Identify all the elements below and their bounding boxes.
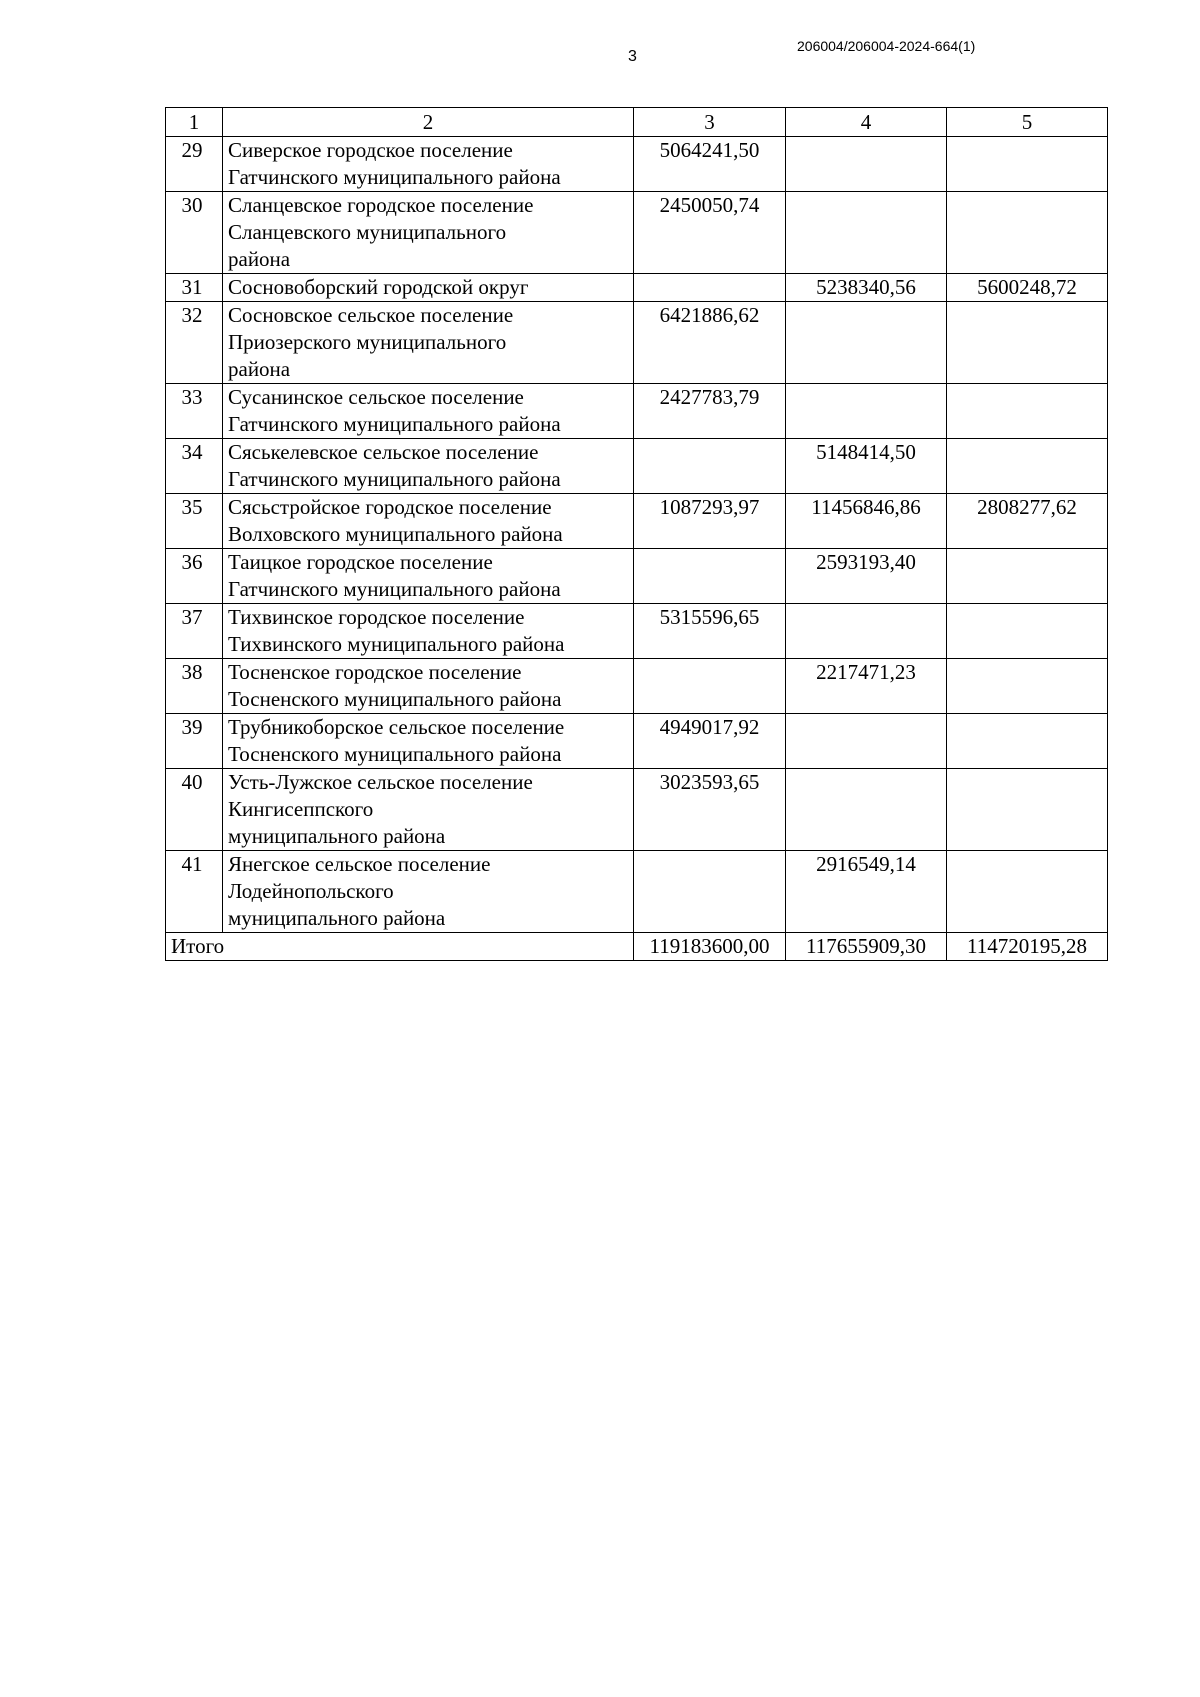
settlement-name-line: муниципального района	[228, 906, 446, 930]
value-col4: 5238340,56	[786, 274, 947, 302]
value-col4	[786, 192, 947, 274]
settlement-name-line: Гатчинского муниципального района	[228, 165, 561, 189]
value-col5	[947, 137, 1108, 192]
row-number: 40	[166, 769, 223, 851]
row-number: 36	[166, 549, 223, 604]
column-number-row	[166, 108, 1108, 137]
value-col3	[634, 659, 786, 714]
value-col4	[786, 714, 947, 769]
table-row	[166, 549, 1108, 604]
settlement-name	[223, 439, 634, 494]
total-row	[166, 933, 1108, 961]
settlement-name	[223, 851, 634, 933]
value-col5	[947, 192, 1108, 274]
column-header: 1	[166, 108, 223, 137]
value-col3: 4949017,92	[634, 714, 786, 769]
settlement-name-line: Тихвинское городское поселение	[228, 605, 525, 629]
total-col3: 119183600,00	[634, 933, 786, 961]
value-col4: 2916549,14	[786, 851, 947, 933]
total-col5: 114720195,28	[947, 933, 1108, 961]
value-col3: 5064241,50	[634, 137, 786, 192]
settlement-name	[223, 659, 634, 714]
settlement-name-line: района	[228, 247, 291, 271]
row-number: 39	[166, 714, 223, 769]
row-number: 35	[166, 494, 223, 549]
table-row	[166, 439, 1108, 494]
document-id: 206004/206004-2024-664(1)	[797, 38, 976, 54]
value-col5	[947, 604, 1108, 659]
column-header: 4	[786, 108, 947, 137]
table-row	[166, 604, 1108, 659]
settlement-name	[223, 549, 634, 604]
settlement-name	[223, 494, 634, 549]
table-row	[166, 384, 1108, 439]
total-col4: 117655909,30	[786, 933, 947, 961]
page-number: 3	[628, 48, 637, 65]
settlement-name-line: Кингисеппского	[228, 797, 374, 821]
settlement-name-line: Сосновское сельское поселение	[228, 303, 514, 327]
value-col5	[947, 302, 1108, 384]
settlement-name-line: Таицкое городское поселение	[228, 550, 493, 574]
row-number: 29	[166, 137, 223, 192]
settlement-name	[223, 192, 634, 274]
value-col3: 2427783,79	[634, 384, 786, 439]
settlement-name-line: Усть-Лужское сельское поселение	[228, 770, 533, 794]
value-col3	[634, 439, 786, 494]
settlement-name-line: Сиверское городское поселение	[228, 138, 513, 162]
settlement-name	[223, 604, 634, 659]
value-col3: 3023593,65	[634, 769, 786, 851]
column-header: 3	[634, 108, 786, 137]
settlement-name-line: Сосновоборский городской округ	[228, 275, 529, 299]
table-row	[166, 769, 1108, 851]
value-col3: 5315596,65	[634, 604, 786, 659]
value-col5: 5600248,72	[947, 274, 1108, 302]
row-number: 31	[166, 274, 223, 302]
table-row	[166, 659, 1108, 714]
settlement-name-line: Тосненского муниципального района	[228, 742, 562, 766]
settlement-name	[223, 302, 634, 384]
settlement-name	[223, 384, 634, 439]
value-col5	[947, 659, 1108, 714]
settlement-name-line: Лодейнопольского	[228, 879, 394, 903]
row-number: 38	[166, 659, 223, 714]
settlement-name-line: муниципального района	[228, 824, 446, 848]
value-col4	[786, 302, 947, 384]
settlement-name-line: Гатчинского муниципального района	[228, 467, 561, 491]
table-row	[166, 851, 1108, 933]
settlement-name	[223, 274, 634, 302]
value-col3	[634, 851, 786, 933]
value-col5	[947, 439, 1108, 494]
settlement-name	[223, 714, 634, 769]
value-col5	[947, 549, 1108, 604]
value-col4: 2593193,40	[786, 549, 947, 604]
value-col5	[947, 851, 1108, 933]
table-row	[166, 274, 1108, 302]
value-col5	[947, 769, 1108, 851]
settlement-name-line: Сяськелевское сельское поселение	[228, 440, 539, 464]
settlement-name-line: Сусанинское сельское поселение	[228, 385, 524, 409]
value-col5: 2808277,62	[947, 494, 1108, 549]
settlement-name	[223, 769, 634, 851]
value-col5	[947, 384, 1108, 439]
settlement-name-line: района	[228, 357, 291, 381]
settlement-name-line: Сясьстройское городское поселение	[228, 495, 552, 519]
value-col4	[786, 769, 947, 851]
settlement-name-line: Сланцевское городское поселение	[228, 193, 534, 217]
row-number: 37	[166, 604, 223, 659]
row-number: 30	[166, 192, 223, 274]
table-row	[166, 302, 1108, 384]
value-col4: 2217471,23	[786, 659, 947, 714]
column-header: 2	[223, 108, 634, 137]
value-col4	[786, 604, 947, 659]
table-row	[166, 714, 1108, 769]
settlement-name	[223, 137, 634, 192]
table-row	[166, 494, 1108, 549]
settlement-name-line: Тихвинского муниципального района	[228, 632, 565, 656]
value-col3: 1087293,97	[634, 494, 786, 549]
settlement-name-line: Волховского муниципального района	[228, 522, 563, 546]
total-label: Итого	[166, 933, 634, 961]
settlement-name-line: Янегское сельское поселение	[228, 852, 491, 876]
value-col4: 5148414,50	[786, 439, 947, 494]
allocation-table	[165, 107, 1108, 961]
table-row	[166, 137, 1108, 192]
settlement-name-line: Тосненского муниципального района	[228, 687, 562, 711]
settlement-name-line: Трубникоборское сельское поселение	[228, 715, 565, 739]
value-col3: 2450050,74	[634, 192, 786, 274]
value-col3	[634, 274, 786, 302]
row-number: 34	[166, 439, 223, 494]
row-number: 33	[166, 384, 223, 439]
settlement-name-line: Гатчинского муниципального района	[228, 412, 561, 436]
table-body	[166, 137, 1108, 933]
value-col5	[947, 714, 1108, 769]
table-row	[166, 192, 1108, 274]
value-col4	[786, 384, 947, 439]
value-col4: 11456846,86	[786, 494, 947, 549]
column-header: 5	[947, 108, 1108, 137]
value-col3: 6421886,62	[634, 302, 786, 384]
settlement-name-line: Приозерского муниципального	[228, 330, 507, 354]
settlement-name-line: Сланцевского муниципального	[228, 220, 507, 244]
value-col3	[634, 549, 786, 604]
settlement-name-line: Гатчинского муниципального района	[228, 577, 561, 601]
settlement-name-line: Тосненское городское поселение	[228, 660, 522, 684]
row-number: 41	[166, 851, 223, 933]
value-col4	[786, 137, 947, 192]
row-number: 32	[166, 302, 223, 384]
